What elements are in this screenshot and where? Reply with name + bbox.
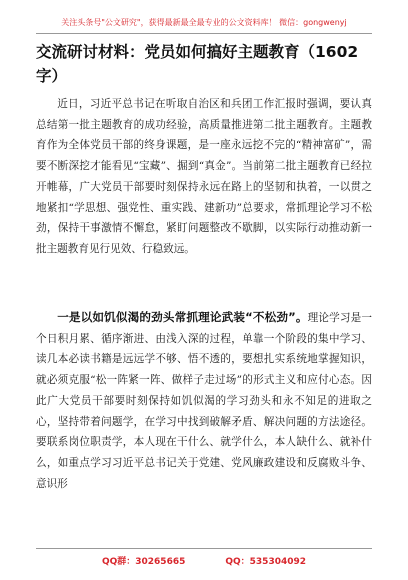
paragraph-intro: 近日，习近平总书记在听取自治区和兵团工作汇报时强调，要认真总结第一批主题教育的成功经验，高质量推进第二批主题教育。主题教育作为全体党员干部的终身课题，是一座永远挖不完的“精神富矿”，需要不断深挖才能看见“宝藏”、掘到“真金”。当前第二批主题教育已经拉开帷幕，广大党员干部要时刻保持永远在路上的坚韧和执着，一以贯之地紧扣“学思想、强党性、重实践、建新功”总要求，常抓理论学习不松劲，保持干事激情不懈怠，紧盯问题整改不歇脚，以实际行动推动新一批主题教育见行见效、行稳致远。 xyxy=(36,98,372,255)
footer-divider xyxy=(36,548,372,549)
banner-text: 关注头条号"公文研究"，获得最新最全最专业的公文资料库！ 微信：gongwenyj xyxy=(61,17,347,27)
paragraph-section-one xyxy=(36,307,372,494)
section-one-heading: 一是以如饥似渴的劲头常抓理论武装“不松劲”。 xyxy=(57,310,308,324)
header-banner xyxy=(36,12,372,32)
footer-contact xyxy=(36,551,372,569)
footer-qq-number: QQ：535304092 xyxy=(225,556,307,567)
footer-qq-group: QQ群：30265665 xyxy=(101,556,186,567)
section-one-body: 理论学习是一个日积月累、循序渐进、由浅入深的过程，单靠一个阶段的集中学习、读几本必读书籍是远远学不够、悟不透的，要想扎实系统地掌握知识，就必须克服“松一阵紧一阵、做样子走过场”的形式主义和应付心态。因此广大党员干部要时刻保持如饥似渴的学习劲头和永不知足的进取之心，坚持带着问题学，在学习中找到破解矛盾、解决问题的方法途径。要联系岗位职责学，本人现在干什么、就学什么，本人缺什么、就补什么，如重点学习习近平总书记关于党建、党风廉政建设和反腐败斗争、意识形 xyxy=(36,312,372,490)
header-divider xyxy=(36,33,372,34)
document-title: 交流研讨材料：党员如何搞好主题教育（1602字） xyxy=(36,43,359,85)
